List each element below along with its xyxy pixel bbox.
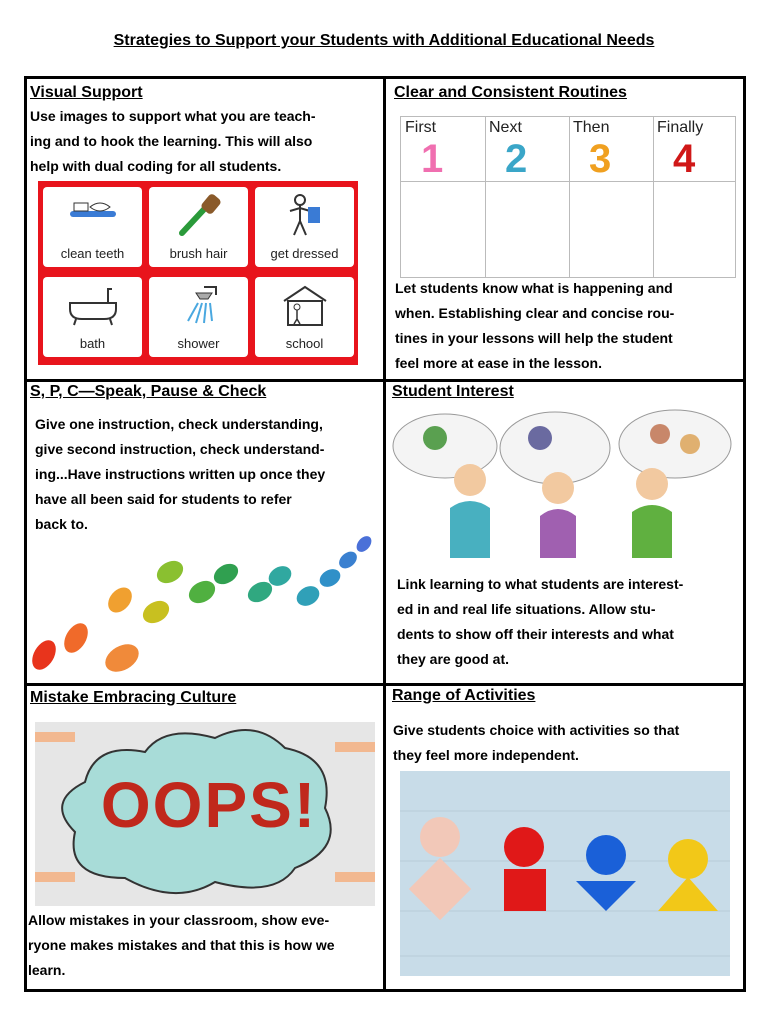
page-title: Strategies to Support your Students with Additional Educational Needs [113,32,655,49]
card-clean-teeth [43,187,142,267]
spc-heading: S, P, C—Speak, Pause & Check [30,383,267,400]
bathtub-icon [68,283,118,327]
step-number: 4 [673,137,696,181]
routines-heading: Clear and Consistent Routines [394,84,627,101]
mistake-heading: Mistake Embracing Culture [30,689,237,706]
table-row-divider [401,181,735,182]
hairbrush-icon [174,193,224,237]
text-line: Give students choice with activities so that [393,722,680,738]
text-line: Use images to support what you are teach- [30,108,316,124]
routine-column [653,117,736,277]
column-header: Finally [657,119,704,136]
visual-support-heading: Visual Support [30,84,143,101]
text-line: when. Establishing clear and concise rou- [395,305,675,321]
routine-table [400,116,736,278]
footprints-illustration [30,530,382,680]
text-line: back to. [35,516,88,532]
text-line: tines in your lessons will help the student [395,330,673,346]
text-line: ing and to hook the learning. This will also [30,133,313,149]
step-number: 3 [589,137,612,181]
step-number: 1 [421,137,444,181]
person-dressing-icon [280,193,330,237]
card-bath [43,277,142,357]
range-heading: Range of Activities [392,687,536,704]
range-text [393,718,679,768]
routine-column [485,117,570,277]
card-school [255,277,354,357]
column-header: Next [489,119,522,136]
card-label: get dressed [270,246,339,261]
text-line: ed in and real life situations. Allow stu- [397,601,656,617]
oops-illustration [35,722,375,906]
interest-heading: Student Interest [392,383,514,400]
text-line: dents to show off their interests and what [397,626,674,642]
column-header: First [405,119,437,136]
card-label: clean teeth [60,246,125,261]
step-number: 2 [505,137,528,181]
card-label: school [285,336,324,351]
grid-divider-vertical [383,76,386,992]
card-label: brush hair [169,246,228,261]
card-label: bath [79,336,106,351]
card-brush-hair [149,187,248,267]
shape-blocks-photo [400,771,730,976]
column-header: Then [573,119,610,136]
grid-divider-row1 [24,379,746,382]
text-line: ing...Have instructions written up once they [35,466,326,482]
oops-text: OOPS! [100,769,318,841]
school-icon [280,283,330,327]
students-thinking-illustration [390,408,735,558]
shower-icon [174,283,224,327]
interest-text [397,572,683,672]
routine-column [401,117,486,277]
text-line: Let students know what is happening and [395,280,673,296]
routines-text [395,276,674,376]
text-line: they are good at. [397,651,510,667]
text-line: they feel more independent. [393,747,579,763]
routine-column [569,117,654,277]
spc-text [35,412,325,537]
text-line: Link learning to what students are interest- [397,576,684,592]
toothbrush-icon [68,193,118,233]
text-line: ryone makes mistakes and that this is how we [28,937,335,953]
visual-support-text [30,104,316,179]
text-line: feel more at ease in the lesson. [395,355,602,371]
mistake-text [28,908,335,983]
card-label: shower [177,336,220,351]
visual-schedule-board [38,181,358,365]
text-line: help with dual coding for all students. [30,158,282,174]
text-line: Allow mistakes in your classroom, show eve- [28,912,330,928]
card-get-dressed [255,187,354,267]
grid-divider-row2 [24,683,746,686]
text-line: have all been said for students to refer [35,491,292,507]
text-line: learn. [28,962,66,978]
card-shower [149,277,248,357]
text-line: give second instruction, check understand- [35,441,325,457]
text-line: Give one instruction, check understanding, [35,416,323,432]
